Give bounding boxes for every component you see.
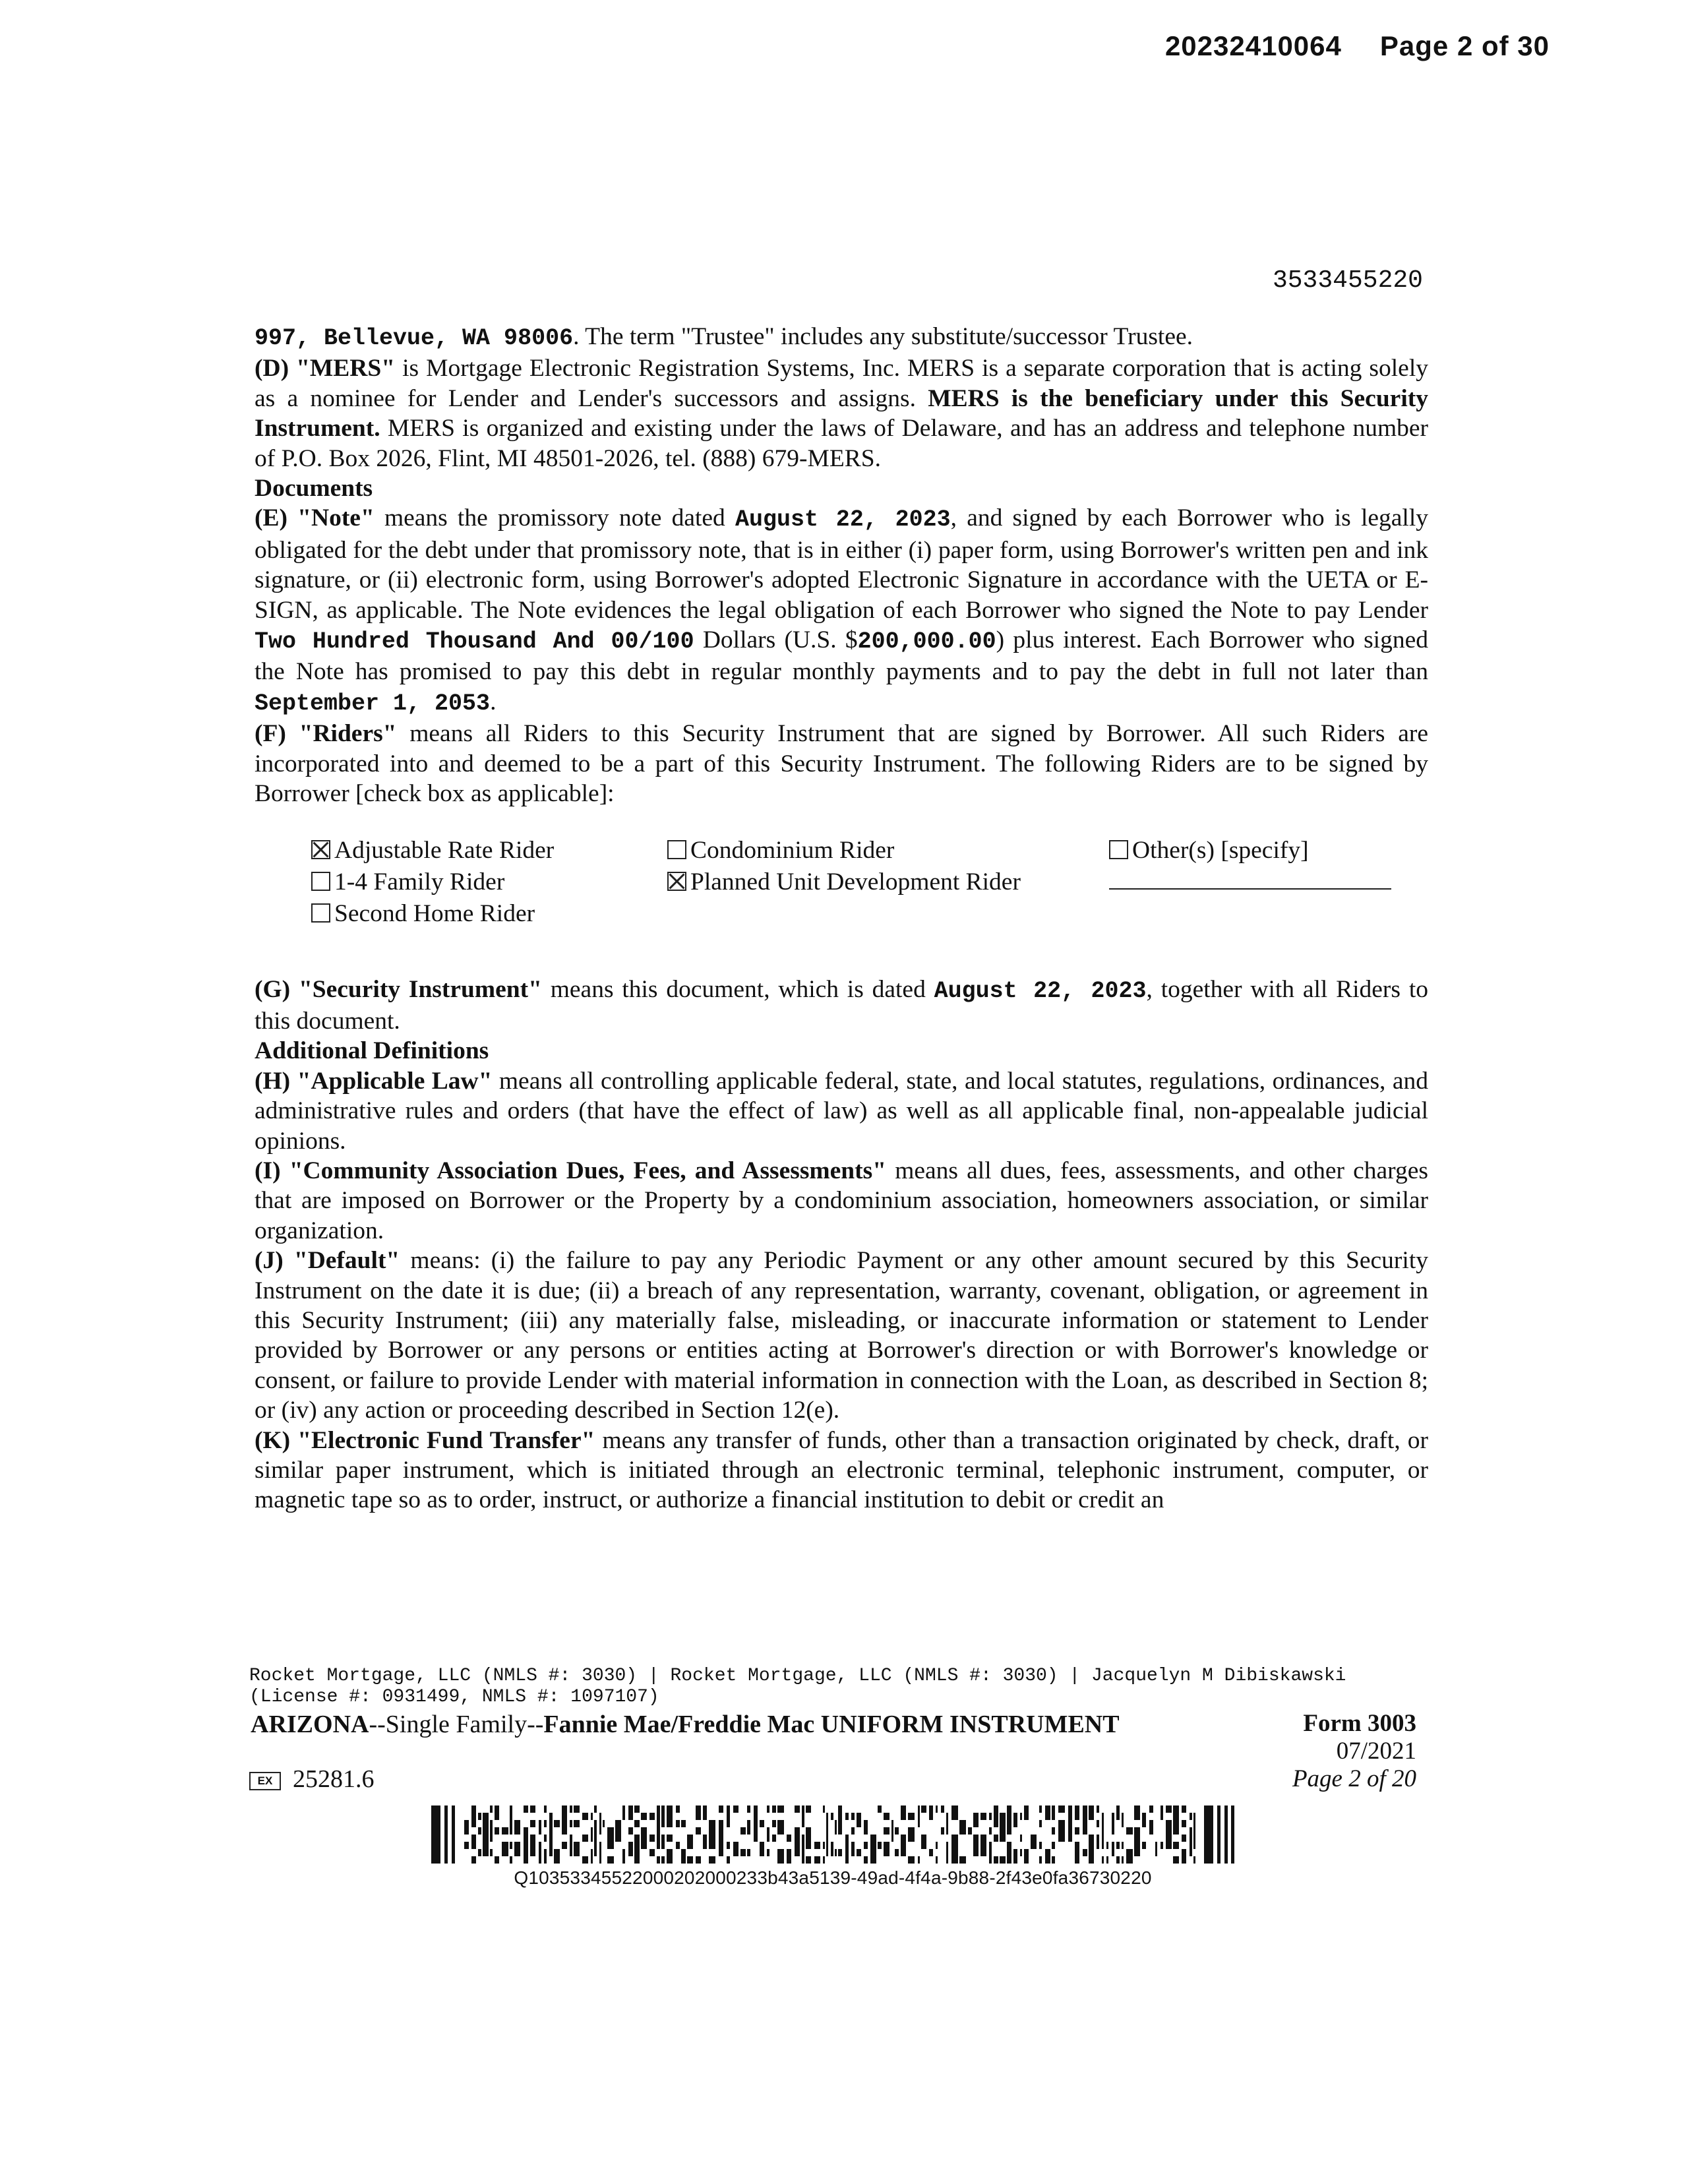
checkbox-checked-icon	[667, 872, 686, 891]
rider-adjustable-rate: Adjustable Rate Rider	[311, 835, 667, 866]
form-page: Page 2 of 20	[1292, 1765, 1416, 1792]
applicable-law-definition: (H) "Applicable Law" means all controlling applicable federal, state, and local statutes, regulations, ordinances, and administrative rules and orders (that have the effect of law) as well as all applicable final, non-appealable judicial opinions.	[255, 1067, 1428, 1155]
loan-amount-words: Two Hundred Thousand And 00/100	[255, 628, 694, 655]
document-number: 20232410064	[1164, 30, 1342, 61]
checkbox-empty-icon	[1109, 840, 1128, 859]
ex-code: EX 25281.6	[249, 1765, 375, 1794]
mers-definition: (D) "MERS" is Mortgage Electronic Registration Systems, Inc. MERS is a separate corporation that is acting solely as a nominee for Lender and Lender's successors and assigns. MERS is the beneficiary under this Security Instrument. MERS is organized and existing under the laws of Delaware, and has an address and telephone number of P.O. Box 2026, Flint, MI 48501-2026, tel. (888) 679-MERS.	[255, 355, 1428, 472]
form-number: Form 3003	[1303, 1710, 1416, 1737]
form-date: 07/2021	[1336, 1738, 1416, 1765]
page-label: Page 2 of 30	[1379, 30, 1550, 61]
checkbox-empty-icon	[311, 872, 330, 891]
eft-definition: (K) "Electronic Fund Transfer" means any transfer of funds, other than a transaction originated by check, draft, or similar paper instrument, which is initiated through an electronic terminal, telephonic instrument, computer, or magnetic tape so as to order, instruct, or authorize a financial institution to debit or credit an	[255, 1426, 1428, 1514]
note-definition: (E) "Note" means the promissory note dated August 22, 2023, and signed by each Borrower who is legally obligated for the debt under that promissory note, that is in either (i) paper form, using Borrower's written pen and ink signature, or (ii) electronic form, using Borrower's adopted Electronic Signature in accordance with the UETA or E-SIGN, as applicable. The Note evidences the legal obligation of each Borrower who signed the Note to pay Lender Two Hundred Thousand And 00/100 Dollars (U.S. $200,000.00) plus interest. Each Borrower who signed the Note has promised to pay this debt in regular monthly payments and to pay the debt in full not later than September 1, 2053.	[255, 504, 1429, 717]
additional-definitions-heading: Additional Definitions	[255, 1037, 489, 1065]
form-info	[1292, 1710, 1416, 1793]
rider-second-home: Second Home Rider	[311, 899, 667, 929]
loan-number: 3533455220	[1272, 266, 1423, 295]
ex-icon: EX	[249, 1772, 281, 1790]
rider-planned-unit-development: Planned Unit Development Rider	[667, 867, 1109, 897]
rider-other: Other(s) [specify]	[1109, 835, 1412, 866]
checkbox-empty-icon	[311, 903, 330, 923]
blank-line	[1109, 868, 1391, 890]
rider-condominium: Condominium Rider	[667, 835, 1109, 866]
page-header	[1165, 30, 1550, 62]
maturity-date: September 1, 2053	[255, 690, 491, 717]
barcode-image	[431, 1805, 1234, 1864]
riders-checklist	[311, 835, 1428, 929]
documents-heading: Documents	[255, 475, 373, 502]
default-definition: (J) "Default" means: (i) the failure to pay any Periodic Payment or any other amount secured by this Security Instrument on the date it is due; (ii) a breach of any representation, warranty, covenant, obligation, or agreement in this Security Instrument; (iii) any materially false, misleading, or inaccurate information or statement to Lender provided by Borrower or any persons or entities acting at Borrower's direction or with Borrower's knowledge or consent, or failure to provide Lender with material information in connection with the Loan, as described in Section 8; or (iv) any action or proceeding described in Section 12(e).	[255, 1247, 1428, 1424]
riders-definition: (F) "Riders" means all Riders to this Security Instrument that are signed by Borrower. All such Riders are incorporated into and deemed to be a part of this Security Instrument. The following Riders are to be signed by Borrower [check box as applicable]:	[255, 720, 1428, 808]
checkbox-checked-icon	[311, 840, 330, 859]
community-association-definition: (I) "Community Association Dues, Fees, and Assessments" means all dues, fees, assessments, and other charges that are imposed on Borrower or the Property by a condominium association, homeowners association, or similar organization.	[255, 1157, 1428, 1244]
footer-title: ARIZONA--Single Family--Fannie Mae/Freddie Mac UNIFORM INSTRUMENT	[251, 1711, 1120, 1738]
security-instrument-definition: (G) "Security Instrument" means this document, which is dated August 22, 2023, together with all Riders to this document.	[255, 975, 1428, 1035]
trustee-paragraph: 997, Bellevue, WA 98006. The term "Trustee" includes any substitute/successor Trustee.	[255, 323, 1193, 351]
barcode-text: Q10353345522000202000233b43a5139-49ad-4f4a-9b88-2f43e0fa36730220	[514, 1867, 1152, 1888]
loan-amount: 200,000.00	[857, 628, 996, 655]
note-date: August 22, 2023	[735, 506, 951, 533]
checkbox-empty-icon	[667, 840, 686, 859]
rider-other-specify-line	[1109, 867, 1412, 897]
footer-lender-line: Rocket Mortgage, LLC (NMLS #: 3030) | Rocket Mortgage, LLC (NMLS #: 3030) | Jacquelyn M Dibiskawski (License #: 0931499, NMLS #: 1097107)	[249, 1666, 1346, 1707]
document-body	[255, 322, 1428, 1515]
rider-1-4-family: 1-4 Family Rider	[311, 867, 667, 897]
